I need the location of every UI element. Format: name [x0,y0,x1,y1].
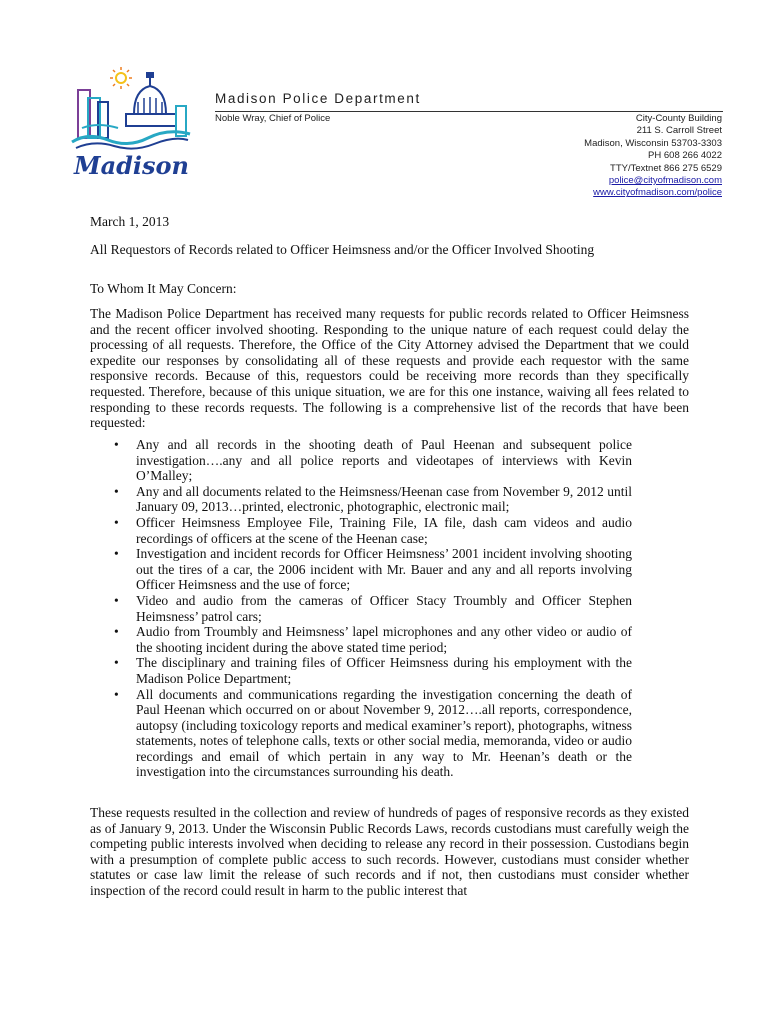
tty-line: TTY/Textnet 866 275 6529 [610,162,722,174]
list-item: • The disciplinary and training files of Officer Heimsness during his employment with the Madison Police Department; [114,655,632,686]
letter-date: March 1, 2013 [90,214,170,229]
bullet-icon: • [114,592,119,608]
closing-paragraph: These requests resulted in the collection and review of hundreds of pages of responsive records as they existed as of January 9, 2013. Under the Wisconsin Public Records Laws, records custodians must carefully weigh the competing public interests involved when deciding to release any record in their possession. Custodians begin with a presumption of complete public access to such records. However, custodians must consider whether statutes or case law limit the release of such records and if not, then custodians must consider whether inspection of the record could result in harm to the public interest that [90,805,689,898]
list-item: • Any and all documents related to the Heimsness/Heenan case from November 9, 2012 until January 09, 2013…printed, electronic, photographic, electronic mail; [114,483,632,515]
bullet-icon: • [114,546,119,562]
list-item: • Any and all records in the shooting death of Paul Heenan and subsequent police investigation….any and all police reports and videotapes of interviews with Kevin O’Malley; [114,437,632,484]
address-block [584,113,722,200]
department-name: Madison Police Department [215,91,421,106]
city-skyline-logo-icon [68,62,198,182]
bullet-icon: • [114,514,119,530]
list-item: • All documents and communications regarding the investigation concerning the death of Paul Heenan which occurred on or about November 9, 2012….all reports, correspondence, autopsy (including toxicology reports and medical examiner’s report), photographs, witness statements, notes of telephone calls, texts or other social media, memoranda, video or audio recordings and email of which pertain in any way to Mr. Heenan’s death or the investigation into the circumstances surrounding his death. [114,686,632,780]
address-line: 211 S. Carroll Street [636,125,722,137]
list-item: • Investigation and incident records for Officer Heimsness’ 2001 incident involving shooting out the tires of a car, the 2006 incident with Mr. Bauer and any and all reports involving Officer Heimsness and the use of force; [114,546,632,593]
bullet-icon: • [114,437,119,452]
address-line: Madison, Wisconsin 53703-3303 [584,137,722,149]
list-item: • Officer Heimsness Employee File, Training File, IA file, dash cam videos and audio recordings of officers at the scene of the Heenan case; [114,514,632,546]
email-link[interactable]: police@cityofmadison.com [608,175,722,187]
logo-wordmark: Madison [74,151,189,180]
website-link[interactable]: www.cityofmadison.com/police [593,187,722,199]
madison-logo [68,62,198,182]
bullet-icon: • [114,686,119,702]
address-line: City-County Building [635,113,722,124]
requests-list [90,437,632,780]
header-divider [215,111,723,112]
bullet-icon: • [114,624,119,640]
intro-paragraph: The Madison Police Department has received many requests for public records related to Officer Heimsness and the recent officer involved shooting. Responding to the unique nature of each request could delay the processing of all requests. Therefore, the Office of the City Attorney advised the Department that we could expedite our responses by consolidating all of these requests and provide each requestor with the same responsive records. Because of this, requestors could be receiving more records than they specifically requested. Therefore, because of this unique situation, we are for this one instance, waiving all fees related to responding to these records requests. The following is a comprehensive list of the records that have been requested: [90,306,689,431]
phone-line: PH 608 266 4022 [648,150,722,162]
salutation: To Whom It May Concern: [90,281,237,296]
list-item: • Video and audio from the cameras of Officer Stacy Troumbly and Officer Stephen Heimsness’ patrol cars; [114,592,632,624]
bullet-icon: • [114,655,119,671]
bullet-icon: • [114,483,119,499]
chief-name: Noble Wray, Chief of Police [215,113,331,124]
letter-subject: All Requestors of Records related to Officer Heimsness and/or the Officer Involved Shooting [90,242,595,257]
list-item: • Audio from Troumbly and Heimsness’ lapel microphones and any other video or audio of the shooting incident during the above stated time period; [114,624,632,655]
